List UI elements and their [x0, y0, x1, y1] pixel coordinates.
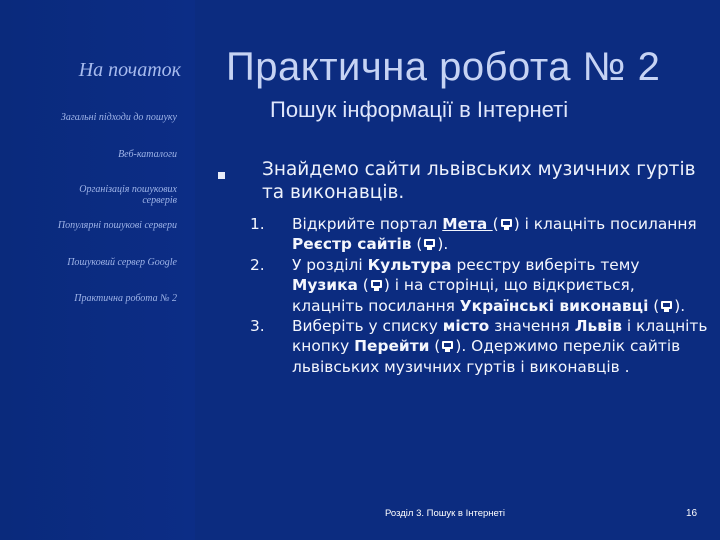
sidebar-item-general-approaches[interactable]: Загальні підходи до пошуку [60, 112, 177, 123]
monitor-icon [500, 219, 513, 230]
sidebar-item-google-search[interactable]: Пошуковий сервер Google [67, 257, 177, 268]
city-label: місто [442, 317, 490, 336]
step-text: Відкрийте портал Мета ( ) і клацніть посилання Реєстр сайтів ( ). [292, 215, 697, 254]
monitor-icon [441, 341, 454, 352]
link-site-registry[interactable]: Реєстр сайтів [292, 235, 412, 254]
monitor-icon [423, 239, 436, 250]
step-number: 1. [250, 215, 265, 233]
step-1 [250, 214, 710, 255]
go-button-label[interactable]: Перейти [354, 337, 430, 356]
sidebar-nav [0, 0, 195, 540]
lead-text: Знайдемо сайти львівських музичних гуртів та виконавців. [262, 159, 696, 203]
step-3 [250, 316, 710, 377]
link-meta[interactable]: Мета [442, 215, 493, 233]
sidebar-item-web-catalogs[interactable]: Веб-каталоги [118, 149, 177, 160]
page-number: 16 [686, 508, 698, 519]
lviv-value: Львів [574, 317, 622, 336]
sidebar-home-link[interactable]: На початок [78, 59, 181, 81]
step-text: Виберіть у списку місто значення Львів і клацніть кнопку Перейти ( ). Одержимо перелік сайтів львівських музичних гуртів і виконавців . [292, 317, 708, 376]
bullet-marker [218, 172, 225, 179]
monitor-icon [660, 301, 673, 312]
link-music[interactable]: Музика [292, 276, 358, 295]
sidebar-item-practical-work[interactable]: Практична робота № 2 [74, 293, 177, 304]
step-number: 3. [250, 317, 265, 336]
slide-title: Практична робота № 2 [226, 45, 661, 89]
step-2 [250, 255, 710, 316]
footer-section-label: Розділ 3. Пошук в Інтернеті [385, 508, 505, 519]
step-text: У розділі Культура реєстру виберіть тему Музика ( ) і на сторінці, що відкриється, клацніть посилання Українські виконавці ( ). [292, 255, 686, 315]
steps-list [250, 214, 710, 377]
sidebar-item-popular-search-servers[interactable]: Популярні пошукові сервери [57, 220, 177, 231]
slide-subtitle: Пошук інформації в Інтернеті [270, 97, 569, 122]
monitor-icon [370, 280, 383, 291]
sidebar-item-search-servers-organization[interactable]: Організація пошукових серверів [79, 184, 177, 206]
link-culture[interactable]: Культура [367, 255, 452, 274]
link-ukrainian-performers[interactable]: Українські виконавці [459, 296, 649, 315]
step-number: 2. [250, 255, 265, 274]
